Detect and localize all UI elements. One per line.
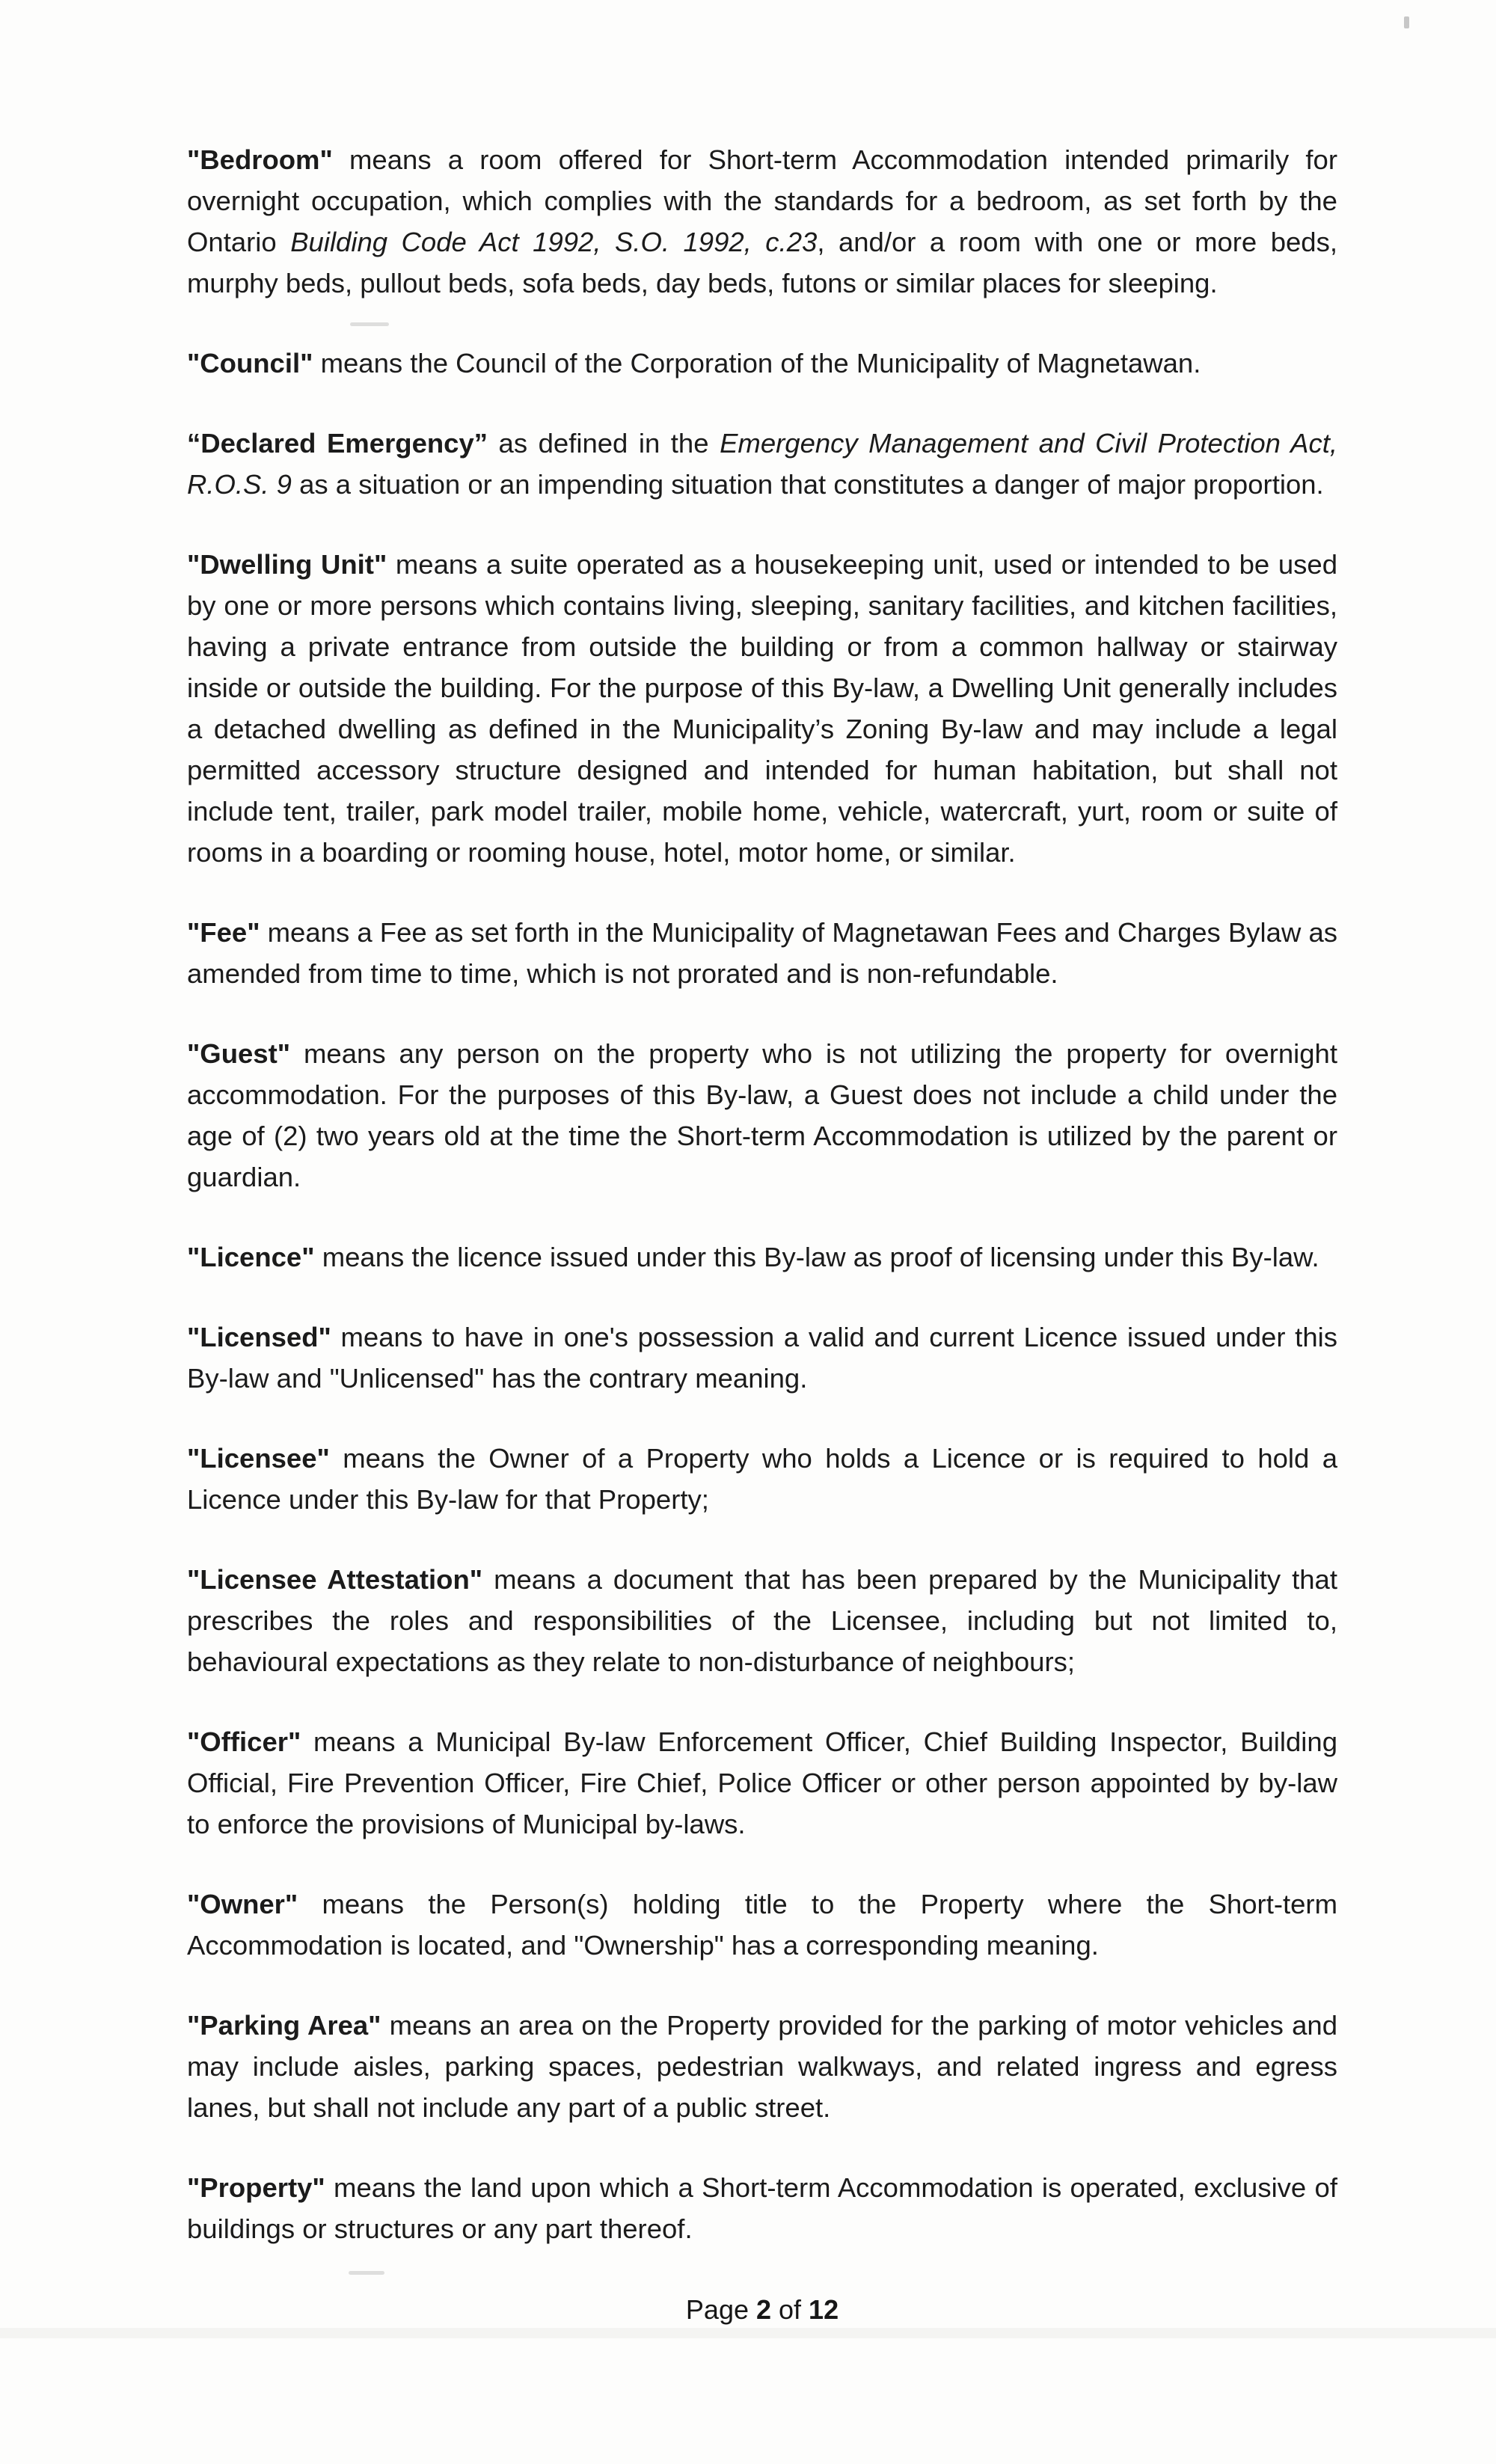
definition-paragraph	[187, 1236, 1337, 1278]
footer-of-label: of	[771, 2294, 809, 2325]
body-text-run: means a Municipal By-law Enforcement Officer, Chief Building Inspector, Building Official, Fire Prevention Officer, Fire Chief, Police Officer or other person appointed by by-law to enforce the provisions of Municipal by-laws.	[187, 1726, 1337, 1839]
body-text-run: , and/or a room with one or more beds, murphy beds, pullout beds, sofa beds, day beds, futons or similar places for sleeping.	[187, 227, 1338, 298]
defined-term: "Owner"	[187, 1889, 298, 1919]
definition-paragraph	[187, 1884, 1337, 1966]
act-citation: Building Code Act 1992, S.O. 1992, c.23	[290, 227, 818, 257]
defined-term: "Guest"	[187, 1038, 291, 1069]
body-text-run: means a Fee as set forth in the Municipality of Magnetawan Fees and Charges Bylaw as amended from time to time, which is not prorated and is non-refundable.	[187, 917, 1337, 989]
defined-term: "Bedroom"	[187, 144, 333, 175]
defined-term: "Licensed"	[187, 1322, 331, 1352]
defined-term: "Licence"	[187, 1242, 315, 1272]
defined-term: "Officer"	[187, 1726, 301, 1757]
scan-speck-artifact	[1404, 16, 1409, 28]
defined-term: "Dwelling Unit"	[187, 549, 387, 580]
definition-paragraph	[187, 2167, 1337, 2249]
definition-paragraph	[187, 1317, 1337, 1399]
body-text-run: means a room offered for Short-term Accommodation intended primarily for overnight occupation, which complies with the standards for a bedroom, as set forth by the Ontario	[187, 144, 1337, 257]
body-text-run: as a situation or an impending situation that constitutes a danger of major proportion.	[291, 469, 1324, 500]
definition-paragraph	[187, 423, 1337, 505]
body-text-run: means an area on the Property provided for the parking of motor vehicles and may include aisles, parking spaces, pedestrian walkways, and related ingress and egress lanes, but shall not include any part of a public street.	[187, 2010, 1337, 2123]
footer-page-label: Page	[685, 2294, 756, 2325]
body-text-run: as defined in the	[488, 428, 720, 459]
scan-band-artifact	[0, 2328, 1496, 2338]
defined-term: "Council"	[187, 348, 313, 379]
definition-paragraph	[187, 1033, 1337, 1198]
body-text-run: means the Council of the Corporation of the Municipality of Magnetawan.	[313, 348, 1201, 379]
definition-paragraph	[187, 139, 1337, 304]
defined-term: "Licensee"	[187, 1443, 330, 1474]
body-text-run: means the licence issued under this By-law as proof of licensing under this By-law.	[314, 1242, 1319, 1272]
definition-paragraph	[187, 912, 1337, 994]
body-text-run: means the Person(s) holding title to the Property where the Short-term Accommodation is located, and "Ownership" has a corresponding meaning.	[187, 1889, 1337, 1961]
footer-total-pages: 12	[809, 2294, 839, 2325]
body-text-run: means the land upon which a Short-term Accommodation is operated, exclusive of buildings or structures or any part thereof.	[187, 2172, 1337, 2244]
definition-paragraph	[187, 1721, 1337, 1845]
body-text-run: means any person on the property who is not utilizing the property for overnight accommodation. For the purposes of this By-law, a Guest does not include a child under the age of (2) two years old at the time the Short-term Accommodation is utilized by the parent or guardian.	[187, 1038, 1337, 1192]
definition-paragraph	[187, 544, 1337, 873]
document-body	[187, 139, 1337, 2249]
body-text-run: means a document that has been prepared by the Municipality that prescribes the roles and responsibilities of the Licensee, including but not limited to, behavioural expectations as they relate to non-disturbance of neighbours;	[187, 1564, 1337, 1677]
scan-smudge-artifact	[349, 2271, 384, 2275]
definition-paragraph	[187, 343, 1337, 384]
body-text-run: means the Owner of a Property who holds a Licence or is required to hold a Licence under this By-law for that Property;	[187, 1443, 1337, 1515]
defined-term: "Fee"	[187, 917, 260, 948]
act-citation: Emergency Management and Civil Protection Act, R.O.S. 9	[187, 428, 1337, 500]
body-text-run: means a suite operated as a housekeeping unit, used or intended to be used by one or more persons which contains living, sleeping, sanitary facilities, and kitchen facilities, having a private entrance from outside the building or from a common hallway or stairway inside or outside the building. For the purpose of this By-law, a Dwelling Unit generally includes a detached dwelling as defined in the Municipality’s Zoning By-law and may include a legal permitted accessory structure designed and intended for human habitation, but shall not include tent, trailer, park model trailer, mobile home, vehicle, watercraft, yurt, room or suite of rooms in a boarding or rooming house, hotel, motor home, or similar.	[187, 549, 1337, 868]
defined-term: "Property"	[187, 2172, 325, 2203]
page-footer	[187, 2291, 1337, 2329]
defined-term: "Licensee Attestation"	[187, 1564, 483, 1595]
definition-paragraph	[187, 2005, 1337, 2128]
definition-paragraph	[187, 1438, 1337, 1520]
definition-paragraph	[187, 1559, 1337, 1682]
defined-term: “Declared Emergency”	[187, 428, 488, 459]
body-text-run: means to have in one's possession a valid and current Licence issued under this By-law and "Unlicensed" has the contrary meaning.	[187, 1322, 1337, 1394]
defined-term: "Parking Area"	[187, 2010, 381, 2041]
footer-page-number: 2	[755, 2294, 772, 2325]
